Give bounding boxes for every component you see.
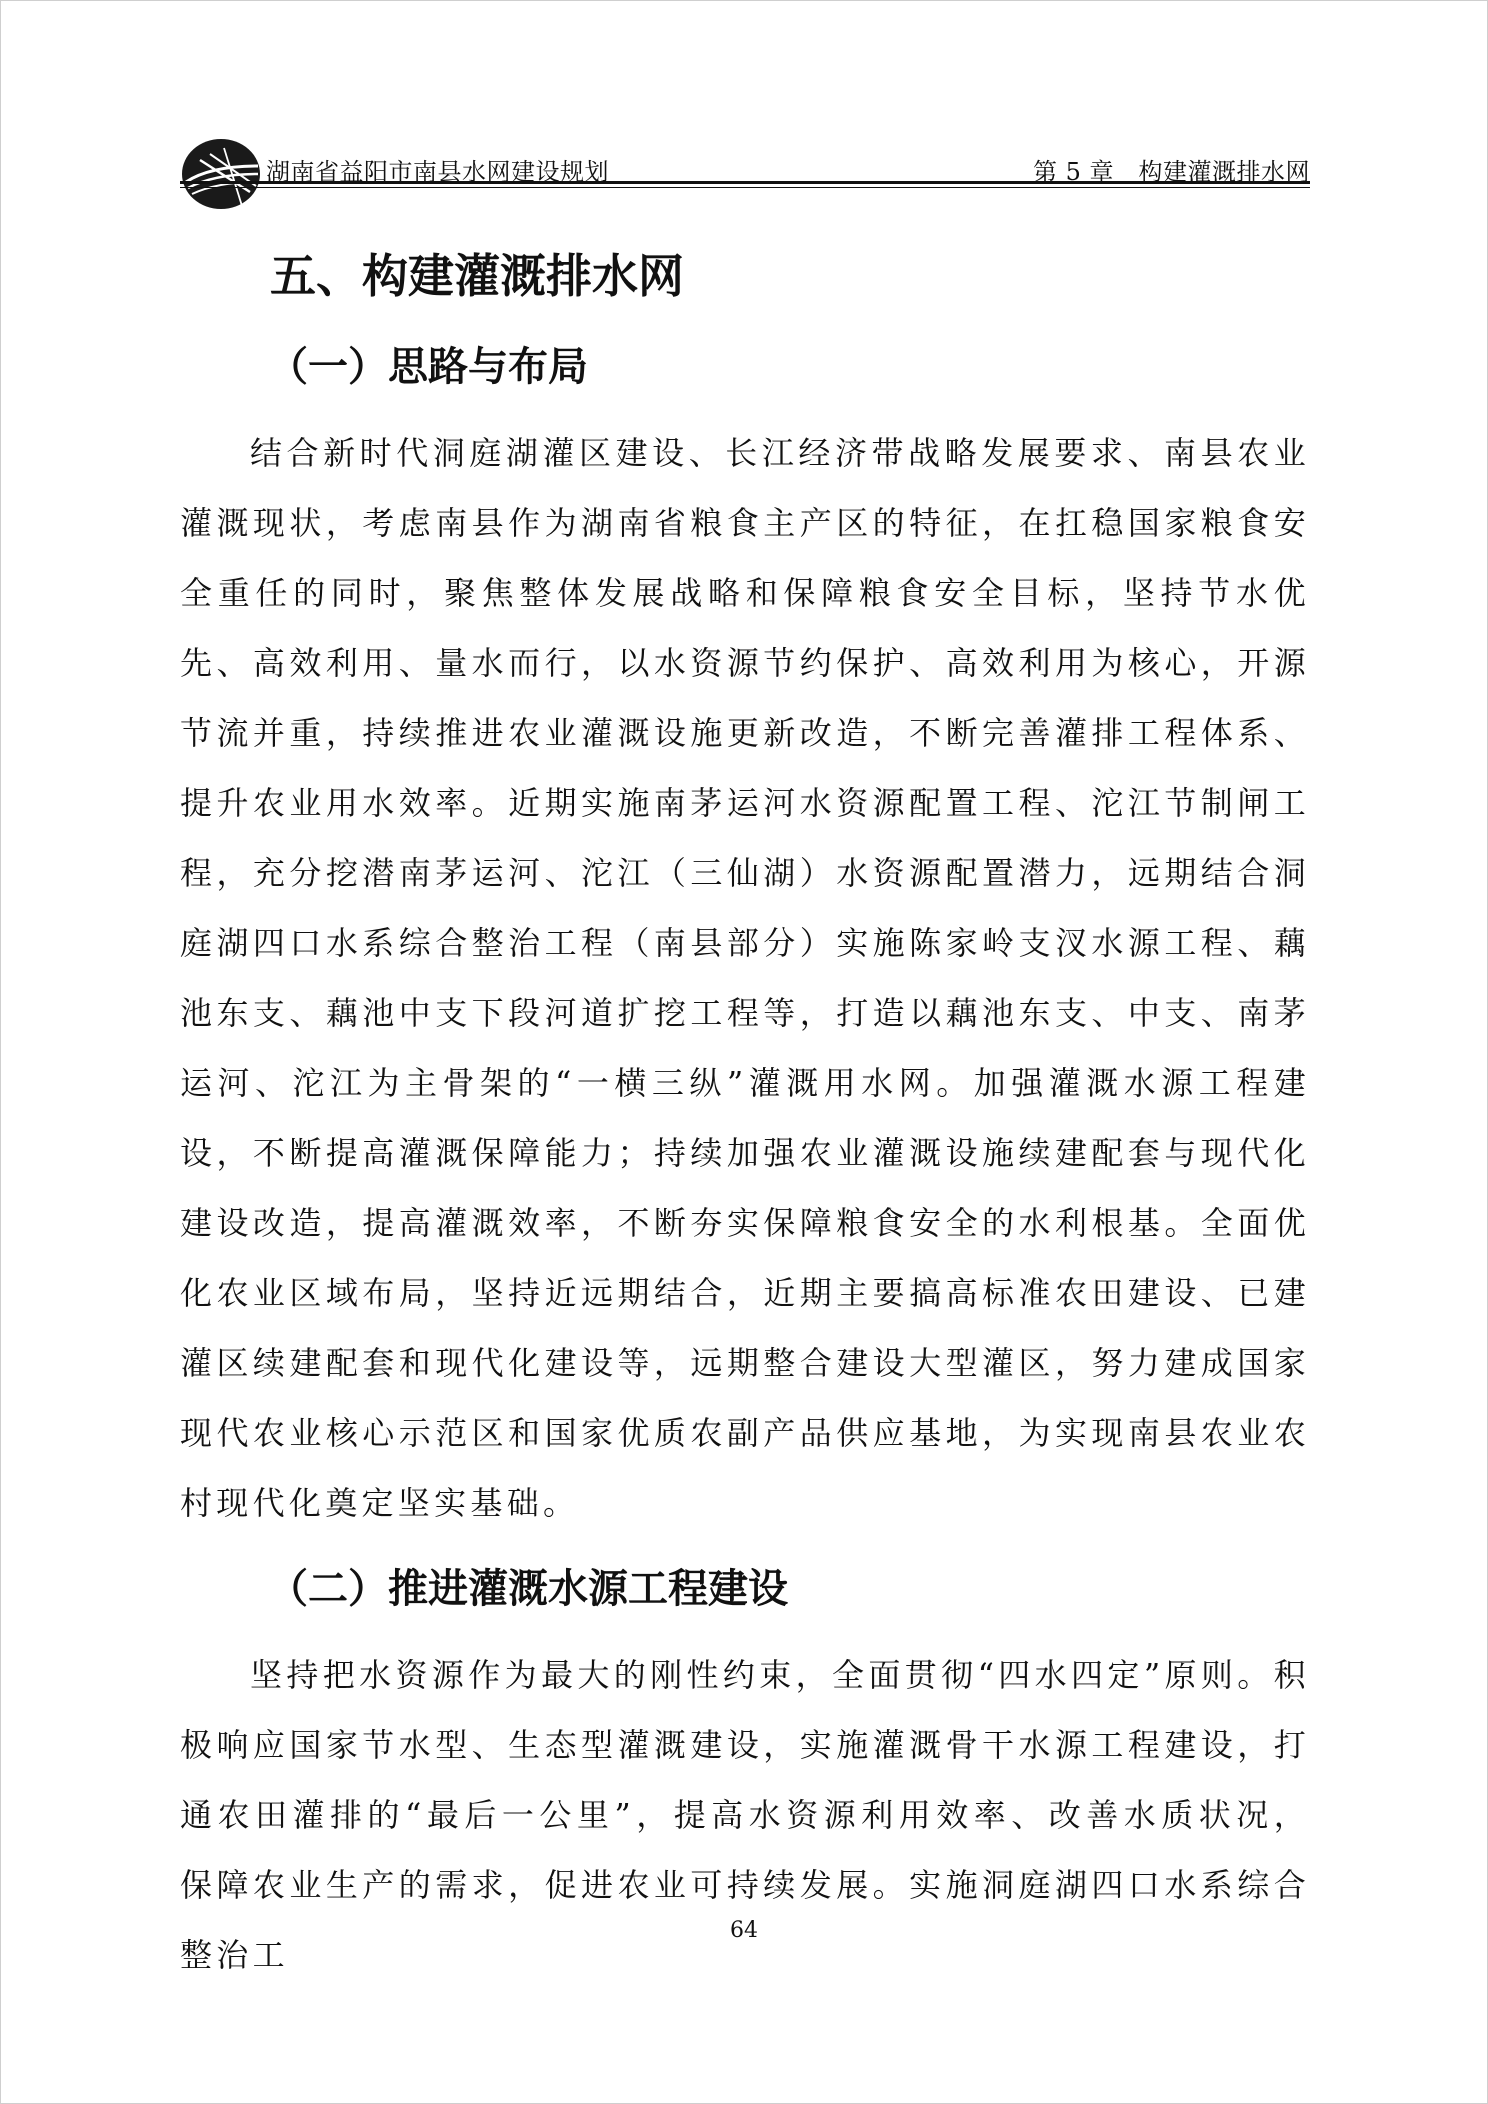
page-number: 64 — [730, 1918, 758, 1943]
header-rule — [180, 181, 1310, 184]
section-title-approach: （一）思路与布局 — [268, 344, 588, 390]
document-title: 湖南省益阳市南县水网建设规划 — [266, 158, 609, 186]
water-network-logo-icon — [180, 136, 262, 212]
section-title-irrigation-source: （二）推进灌溉水源工程建设 — [268, 1566, 788, 1612]
page-content — [180, 236, 1310, 1990]
page-header — [180, 136, 1310, 186]
chapter-title: 五、构建灌溉排水网 — [270, 249, 684, 303]
section-paragraph-approach: 结合新时代洞庭湖灌区建设、长江经济带战略发展要求、南县农业灌溉现状，考虑南县作为湖南省粮食主产区的特征，在扛稳国家粮食安全重任的同时，聚焦整体发展战略和保障粮食安全目标，坚持节水优先、高效利用、量水而行，以水资源节约保护、高效利用为核心，开源节流并重，持续推进农业灌溉设施更新改造，不断完善灌排工程体系、提升农业用水效率。近期实施南茅运河水资源配置工程、沱江节制闸工程，充分挖潜南茅运河、沱江（三仙湖）水资源配置潜力，远期结合洞庭湖四口水系综合整治工程（南县部分）实施陈家岭支汊水源工程、藕池东支、藕池中支下段河道扩挖工程等，打造以藕池东支、中支、南茅运河、沱江为主骨架的“一横三纵”灌溉用水网。加强灌溉水源工程建设，不断提高灌溉保障能力；持续加强农业灌溉设施续建配套与现代化建设改造，提高灌溉效率，不断夯实保障粮食安全的水利根基。全面优化农业区域布局，坚持近远期结合，近期主要搞高标准农田建设、已建灌区续建配套和现代化建设等，远期整合建设大型灌区，努力建成国家现代农业核心示范区和国家优质农副产品供应基地，为实现南县农业农村现代化奠定坚实基础。 — [180, 434, 1310, 1522]
header-rule-thin — [180, 187, 1310, 188]
chapter-label: 第 5 章 构建灌溉排水网 — [1032, 158, 1310, 186]
section-paragraph-irrigation-source: 坚持把水资源作为最大的刚性约束，全面贯彻“四水四定”原则。积极响应国家节水型、生态型灌溉建设，实施灌溉骨干水源工程建设，打通农田灌排的“最后一公里”，提高水资源利用效率、改善水质状况，保障农业生产的需求，促进农业可持续发展。实施洞庭湖四口水系综合整治工 — [180, 1656, 1310, 1974]
